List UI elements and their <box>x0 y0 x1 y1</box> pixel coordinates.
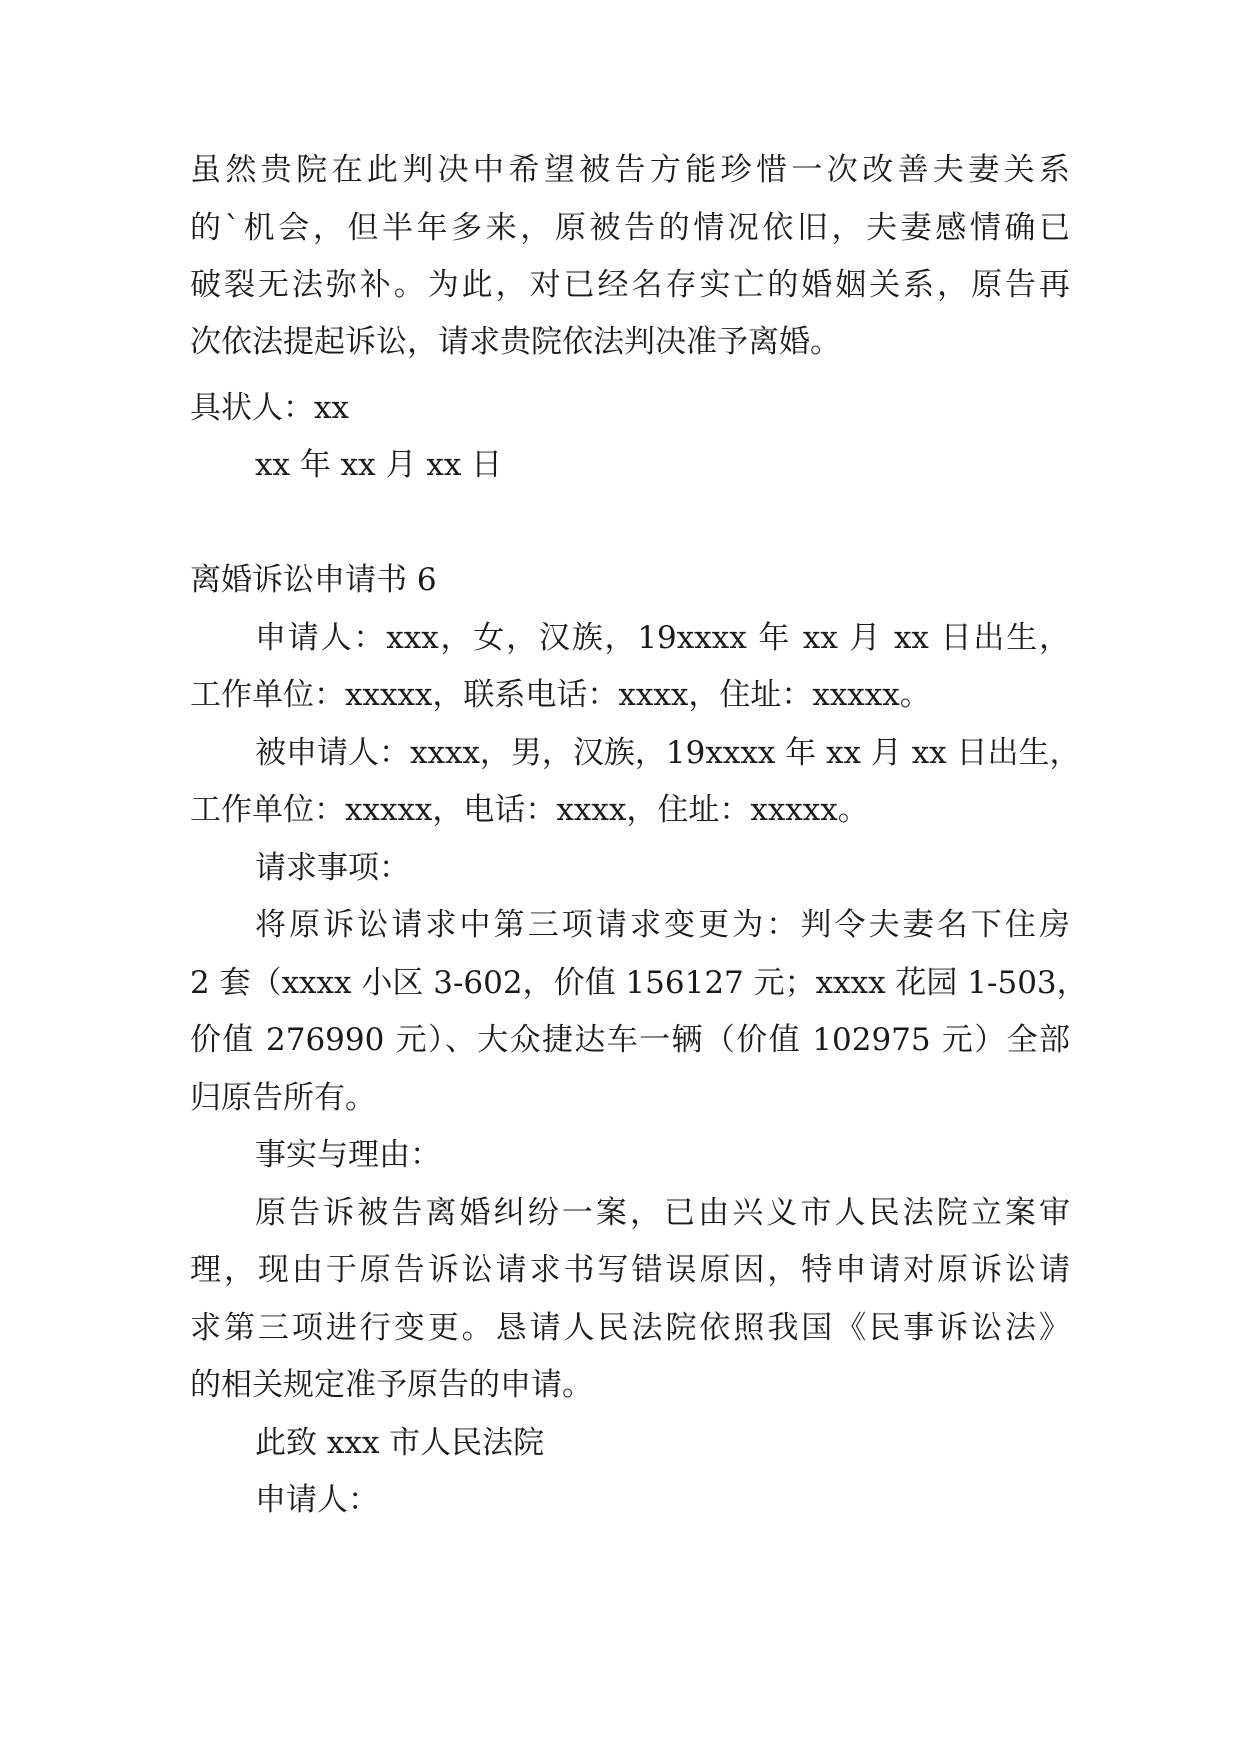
requests-line: 2 套（xxxx 小区 3-602，价值 156127 元；xxxx 花园 1-503， <box>190 965 1088 1001</box>
applicant-signature-line: 申请人： <box>255 1482 379 1518</box>
signer-line: 具状人：xx <box>190 390 349 426</box>
date-line: xx 年 xx 月 xx 日 <box>255 447 503 483</box>
document-title: 离婚诉讼申请书 6 <box>190 562 437 598</box>
applicant-line: 工作单位：xxxxx，联系电话：xxxx，住址：xxxxx。 <box>190 677 931 713</box>
closing-line: 此致 xxx 市人民法院 <box>255 1425 545 1461</box>
facts-line: 的相关规定准予原告的申请。 <box>190 1367 593 1403</box>
applicant-line: 申请人：xxx，女，汉族，19xxxx 年 xx 月 xx 日出生， <box>255 620 1070 656</box>
paragraph-line: 破裂无法弥补。为此，对已经名存实亡的婚姻关系，原告再 <box>190 267 1070 303</box>
facts-line: 原告诉被告离婚纠纷一案，已由兴义市人民法院立案审 <box>255 1195 1070 1231</box>
requests-line: 将原诉讼请求中第三项请求变更为：判令夫妻名下住房 <box>255 907 1070 943</box>
facts-line: 求第三项进行变更。恳请人民法院依照我国《民事诉讼法》 <box>190 1310 1070 1346</box>
paragraph-line: 虽然贵院在此判决中希望被告方能珍惜一次改善夫妻关系 <box>190 152 1070 188</box>
respondent-line: 被申请人：xxxx，男，汉族，19xxxx 年 xx 月 xx 日出生， <box>255 735 1081 771</box>
paragraph-line: 次依法提起诉讼，请求贵院依法判决准予离婚。 <box>190 324 841 360</box>
facts-heading: 事实与理由： <box>255 1137 441 1173</box>
requests-line: 价值 276990 元）、大众捷达车一辆（价值 102975 元）全部 <box>190 1022 1070 1058</box>
requests-heading: 请求事项： <box>255 850 410 886</box>
respondent-line: 工作单位：xxxxx，电话：xxxx，住址：xxxxx。 <box>190 792 869 828</box>
paragraph-line: 的`机会，但半年多来，原被告的情况依旧，夫妻感情确已 <box>190 210 1070 246</box>
requests-line: 归原告所有。 <box>190 1080 376 1116</box>
facts-line: 理，现由于原告诉讼请求书写错误原因，特申请对原诉讼请 <box>190 1252 1070 1288</box>
